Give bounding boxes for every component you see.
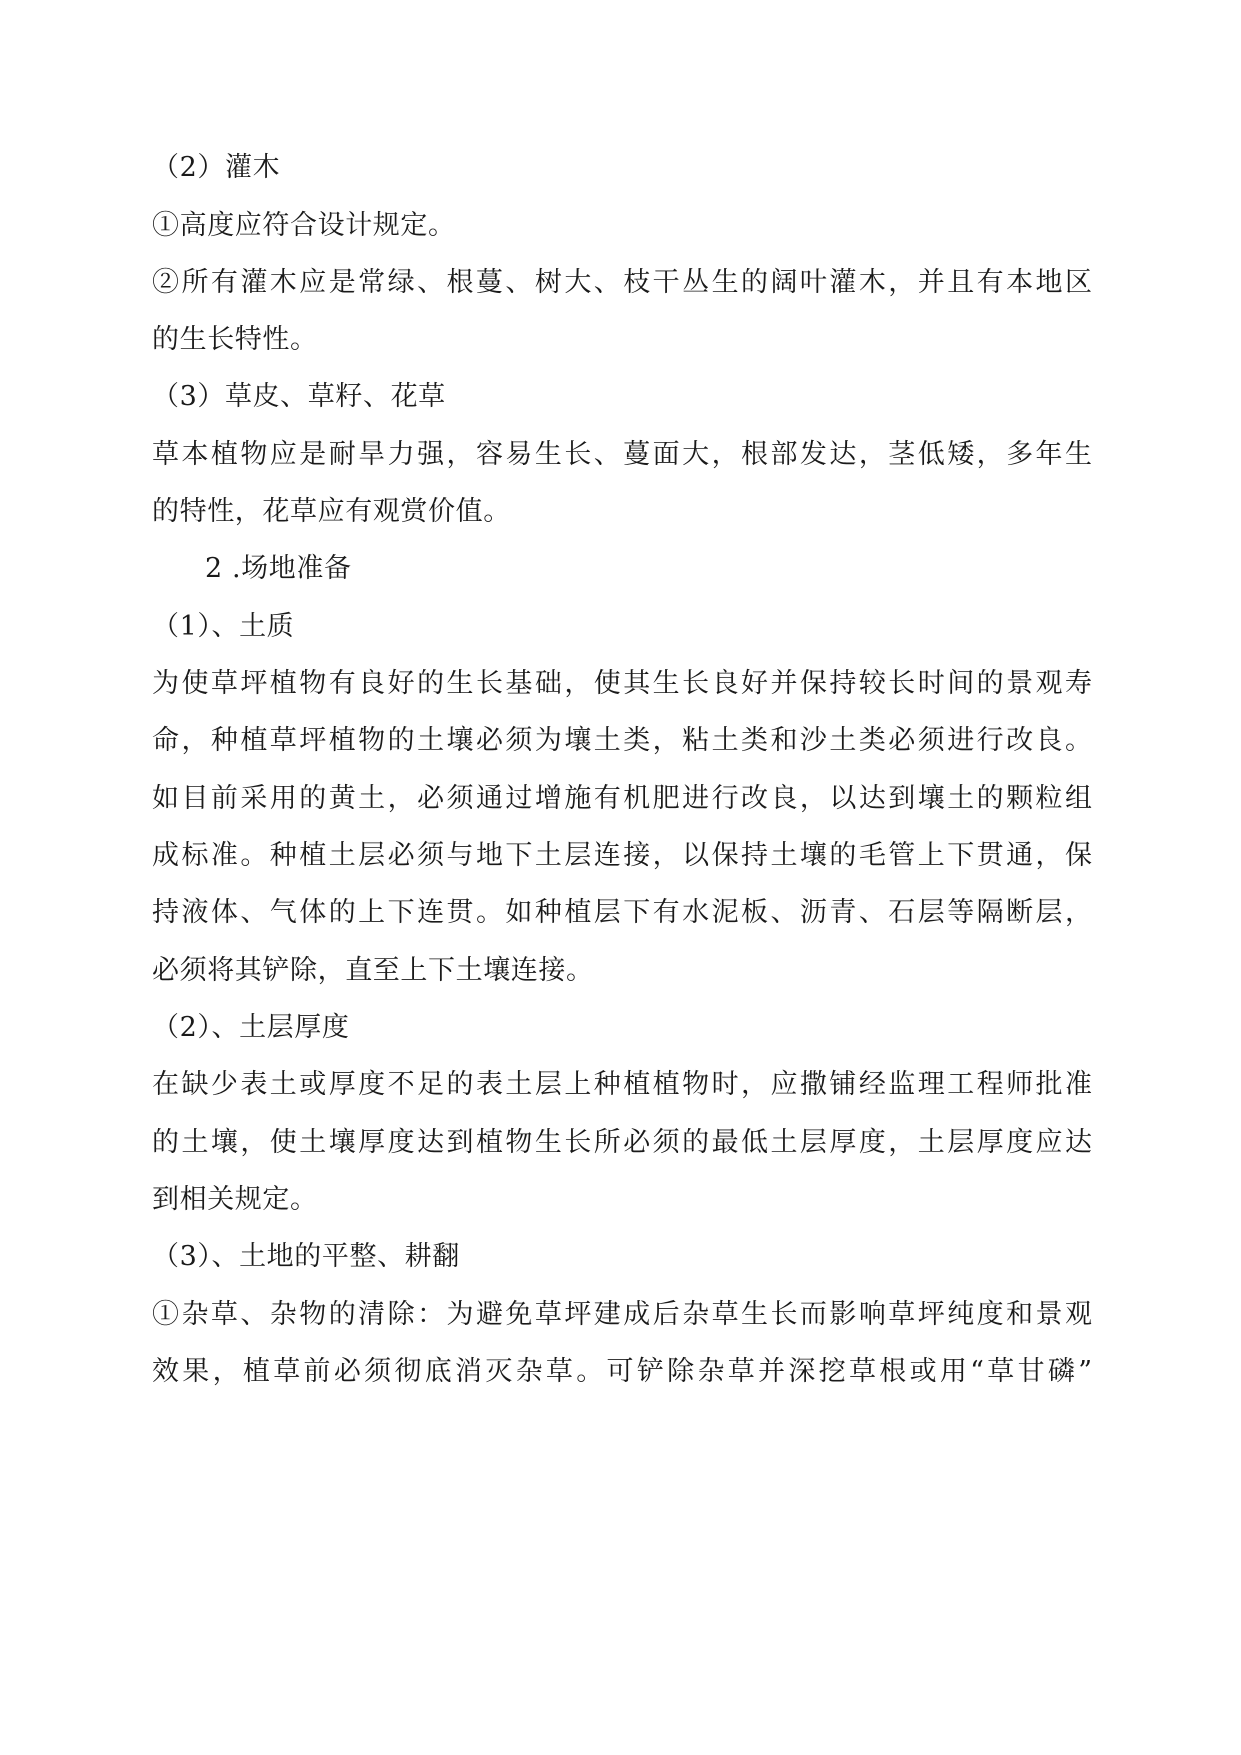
heading-soil-thickness: （2）、土层厚度: [152, 1012, 350, 1043]
text-line: 成标准。种植土层必须与地下土层连接，以保持土壤的毛管上下贯通，保: [152, 840, 1092, 871]
text-line: 命，种植草坪植物的土壤必须为壤土类，粘土类和沙土类必须进行改良。: [152, 725, 1092, 756]
text-line: 的土壤，使土壤厚度达到植物生长所必须的最低土层厚度，土层厚度应达: [152, 1127, 1092, 1158]
text-line: 效果，植草前必须彻底消灭杂草。可铲除杂草并深挖草根或用“草甘磷”: [152, 1356, 1092, 1387]
text-line: 为使草坪植物有良好的生长基础，使其生长良好并保持较长时间的景观寿: [152, 668, 1092, 699]
text-line: 草本植物应是耐旱力强，容易生长、蔓面大，根部发达，茎低矮，多年生: [152, 439, 1092, 470]
heading-soil-quality: （1）、土质: [152, 611, 295, 642]
heading-land-leveling: （3）、土地的平整、耕翻: [152, 1241, 460, 1272]
text-line: 的生长特性。: [152, 324, 318, 355]
text-line: ①杂草、杂物的清除：为避免草坪建成后杂草生长而影响草坪纯度和景观: [152, 1299, 1092, 1330]
text-line: 在缺少表土或厚度不足的表土层上种植植物时，应撒铺经监理工程师批准: [152, 1069, 1092, 1100]
text-line: ②所有灌木应是常绿、根蔓、树大、枝干丛生的阔叶灌木，并且有本地区: [152, 267, 1092, 298]
text-line: 必须将其铲除，直至上下土壤连接。: [152, 955, 594, 986]
heading-shrubs: （2）灌木: [152, 152, 281, 183]
text-line: 的特性，花草应有观赏价值。: [152, 496, 511, 527]
section-heading-site-preparation: 2 .场地准备: [205, 553, 352, 584]
text-line: 到相关规定。: [152, 1184, 318, 1215]
text-line: ①高度应符合设计规定。: [152, 210, 456, 241]
text-line: 持液体、气体的上下连贯。如种植层下有水泥板、沥青、石层等隔断层，: [152, 897, 1092, 928]
heading-grass: （3）草皮、草籽、花草: [152, 381, 446, 412]
text-line: 如目前采用的黄土，必须通过增施有机肥进行改良，以达到壤土的颗粒组: [152, 783, 1092, 814]
